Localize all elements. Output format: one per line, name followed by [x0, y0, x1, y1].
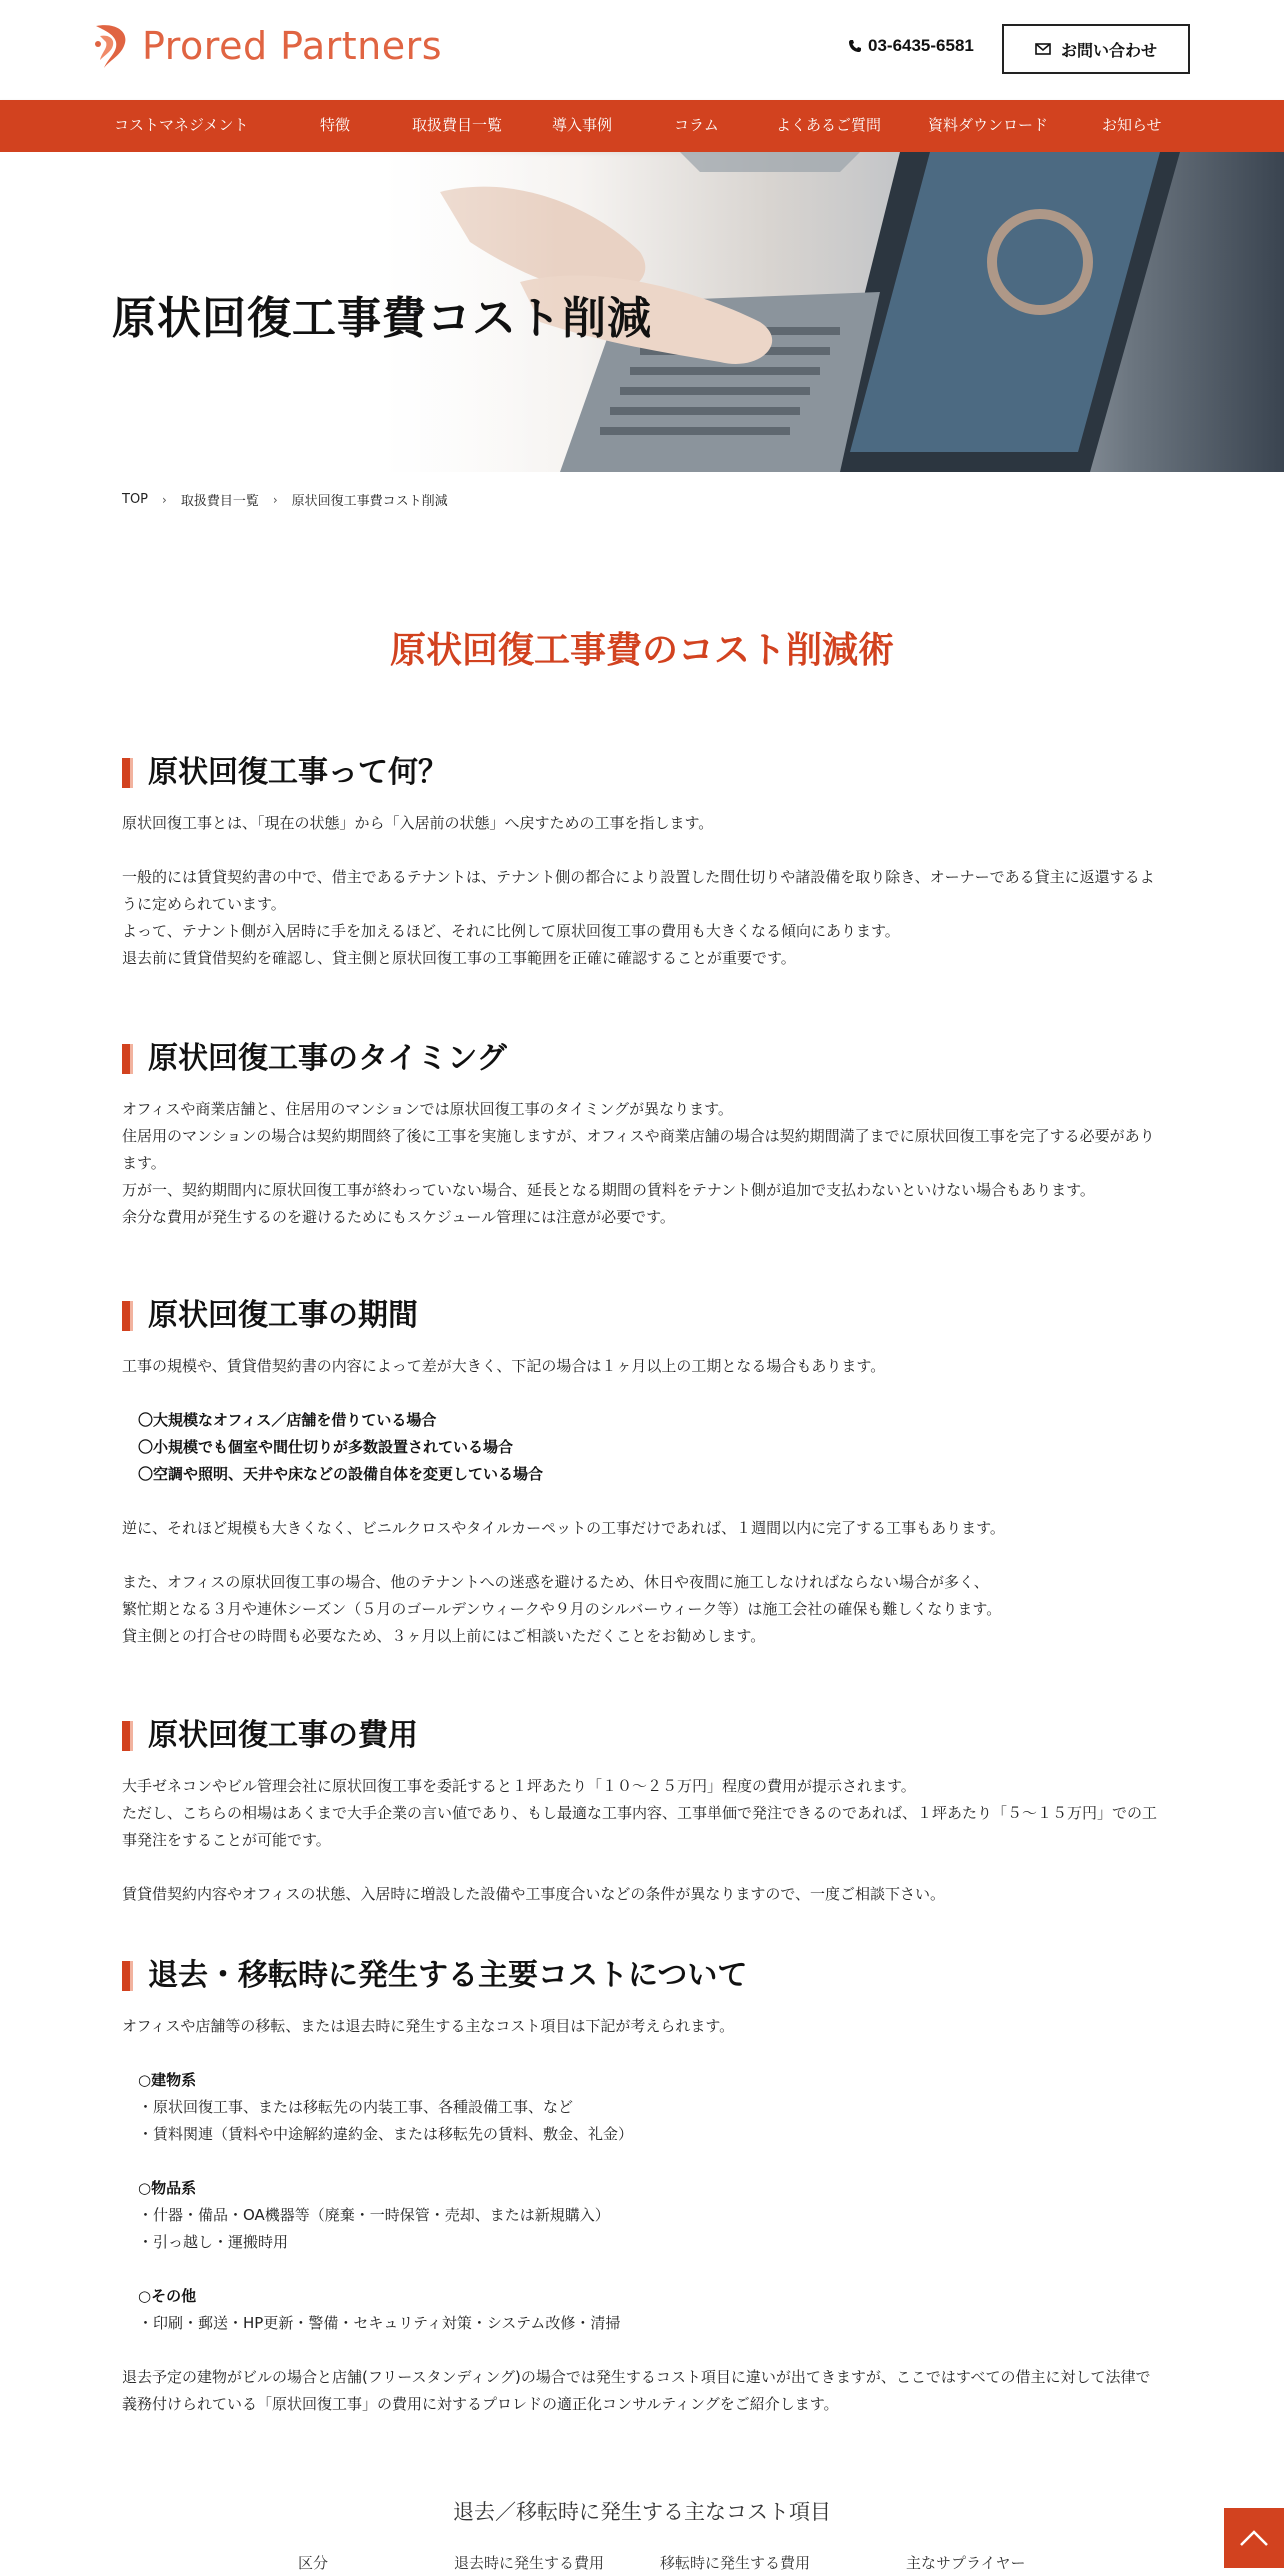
- section-title: 原状回復工事の期間: [122, 1297, 1162, 1335]
- list-item: ・什器・備品・OA機器等（廃棄・一時保管・売却、または新規購入）: [138, 2206, 610, 2224]
- paragraph: また、オフィスの原状回復工事の場合、他のテナントへの迷惑を避けるため、休日や夜間に施工しなければならない場合が多く、: [122, 1573, 989, 1591]
- list-item: ・引っ越し・運搬時用: [138, 2233, 289, 2251]
- list-item: 〇大規模なオフィス／店舗を借りている場合: [138, 1411, 437, 1429]
- section-title: 原状回復工事のタイミング: [122, 1040, 1162, 1078]
- page-top-button[interactable]: [1224, 2508, 1284, 2568]
- section-what-is: [122, 754, 1162, 972]
- list-item: ・印刷・郵送・HP更新・警備・セキュリティ対策・システム改修・清掃: [138, 2314, 621, 2332]
- nav-item-news[interactable]: お知らせ: [1102, 116, 1162, 134]
- group-title: ○その他: [138, 2287, 197, 2305]
- table-header-category: 区分: [298, 2554, 329, 2572]
- breadcrumb-current: 原状回復工事費コスト削減: [291, 494, 448, 509]
- section-period: [122, 1297, 1162, 1650]
- list-item: 〇小規模でも個室や間仕切りが多数設置されている場合: [138, 1438, 514, 1456]
- table-header-move-cost: 移転時に発生する費用: [660, 2554, 811, 2572]
- chevron-right-icon: ›: [272, 492, 278, 507]
- contact-button[interactable]: [1002, 24, 1190, 74]
- paragraph: ただし、こちらの相場はあくまで大手企業の言い値であり、もし最適な工事内容、工事単価で発注できるのであれば、１坪あたり「５～１５万円」での工事発注をすることが可能です。: [122, 1804, 1158, 1849]
- paragraph: 原状回復工事とは、「現在の状態」から「入居前の状態」へ戻すための工事を指します。: [122, 814, 714, 832]
- paragraph: 一般的には賃貸契約書の中で、借主であるテナントは、テナント側の都合により設置した間仕切りや諸設備を取り除き、オーナーである貸主に返還するように定められています。: [122, 868, 1155, 913]
- paragraph: 工事の規模や、賃貸借契約書の内容によって差が大きく、下記の場合は１ヶ月以上の工期となる場合もあります。: [122, 1357, 886, 1375]
- nav-item-cost-management[interactable]: コストマネジメント: [114, 116, 249, 134]
- paragraph: よって、テナント側が入居時に手を加えるほど、それに比例して原状回復工事の費用も大きくなる傾向にあります。: [122, 922, 900, 940]
- contact-label: お問い合わせ: [1060, 40, 1157, 60]
- paragraph: 大手ゼネコンやビル管理会社に原状回復工事を委託すると１坪あたり「１０～２５万円」程度の費用が提示されます。: [122, 1777, 916, 1795]
- paragraph: 退去予定の建物がビルの場合と店舗(フリースタンディング)の場合では発生するコスト項目に違いが出てきますが、ここではすべての借主に対して法律で義務付けられている「原状回復工事」の費用に対するプロレドの適正化コンサルティングをご紹介します。: [122, 2368, 1151, 2413]
- logo-text: Prored Partners: [142, 24, 443, 68]
- phone-text: 03-6435-6581: [868, 36, 974, 55]
- group-title: ○建物系: [138, 2071, 197, 2089]
- breadcrumb: [122, 490, 448, 509]
- paragraph: 貸主側との打合せの時間も必要なため、３ヶ月以上前にはご相談いただくことをお勧めします。: [122, 1627, 766, 1645]
- section-title: 退去・移転時に発生する主要コストについて: [122, 1957, 1162, 1995]
- paragraph: 退去前に賃貸借契約を確認し、貸主側と原状回復工事の工事範囲を正確に確認することが重要です。: [122, 949, 796, 967]
- nav-item-column[interactable]: コラム: [674, 116, 719, 134]
- hero-banner: [0, 152, 1284, 472]
- paragraph: オフィスや商業店舗と、住居用のマンションでは原状回復工事のタイミングが異なります。: [122, 1100, 733, 1118]
- paragraph: 住居用のマンションの場合は契約期間終了後に工事を実施しますが、オフィスや商業店舗の場合は契約期間満了までに原状回復工事を完了する必要があります。: [122, 1127, 1155, 1172]
- list-item: ・原状回復工事、または移転先の内装工事、各種設備工事、など: [138, 2098, 574, 2116]
- paragraph: 逆に、それほど規模も大きくなく、ビニルクロスやタイルカーペットの工事だけであれば、１週間以内に完了する工事もあります。: [122, 1519, 1005, 1537]
- nav-item-case-studies[interactable]: 導入事例: [552, 116, 613, 134]
- paragraph: 繁忙期となる３月や連休シーズン（５月のゴールデンウィークや９月のシルバーウィーク等）は施工会社の確保も難しくなります。: [122, 1600, 1002, 1618]
- page-title: 原状回復工事費のコスト削減術: [389, 630, 894, 671]
- nav-item-faq[interactable]: よくあるご質問: [776, 116, 882, 134]
- chevron-up-icon: [1239, 2529, 1269, 2547]
- phone-number[interactable]: [848, 36, 974, 56]
- breadcrumb-top[interactable]: TOP: [122, 492, 149, 507]
- chevron-right-icon: ›: [162, 492, 167, 507]
- table-header-exit-cost: 退去時に発生する費用: [454, 2554, 605, 2572]
- section-main-costs: [122, 1957, 1162, 2418]
- site-header: [0, 0, 1284, 100]
- paragraph: 賃貸借契約内容やオフィスの状態、入居時に増設した設備や工事度合いなどの条件が異なりますので、一度ご相談下さい。: [122, 1885, 946, 1903]
- section-title: 原状回復工事の費用: [122, 1717, 1162, 1755]
- phone-icon: [848, 39, 862, 53]
- table-header-supplier: 主なサプライヤー: [906, 2554, 1026, 2572]
- cost-table-title: 退去／移転時に発生する主なコスト項目: [453, 2500, 831, 2524]
- paragraph: オフィスや店舗等の移転、または退去時に発生する主なコスト項目は下記が考えられます。: [122, 2017, 735, 2035]
- paragraph: 余分な費用が発生するのを避けるためにもスケジュール管理には注意が必要です。: [122, 1208, 675, 1226]
- list-item: 〇空調や照明、天井や床などの設備自体を変更している場合: [138, 1465, 544, 1483]
- logo-mark-icon: [90, 20, 134, 72]
- nav-item-downloads[interactable]: 資料ダウンロード: [928, 116, 1049, 134]
- group-title: ○物品系: [138, 2179, 197, 2197]
- section-cost: [122, 1717, 1162, 1908]
- mail-icon: [1035, 43, 1051, 55]
- hero-title: 原状回復工事費コスト削減: [112, 293, 652, 344]
- nav-item-cost-items[interactable]: 取扱費目一覧: [412, 116, 503, 134]
- section-title: 原状回復工事って何？: [122, 754, 1162, 792]
- global-nav: [0, 100, 1284, 152]
- nav-item-features[interactable]: 特徴: [320, 116, 351, 134]
- section-timing: [122, 1040, 1162, 1231]
- logo[interactable]: [90, 20, 442, 72]
- paragraph: 万が一、契約期間内に原状回復工事が終わっていない場合、延長となる期間の賃料をテナント側が追加で支払わないといけない場合もあります。: [122, 1181, 1095, 1199]
- list-item: ・賃料関連（賃料や中途解約違約金、または移転先の賃料、敷金、礼金）: [138, 2125, 634, 2143]
- breadcrumb-cost-items[interactable]: 取扱費目一覧: [180, 494, 259, 509]
